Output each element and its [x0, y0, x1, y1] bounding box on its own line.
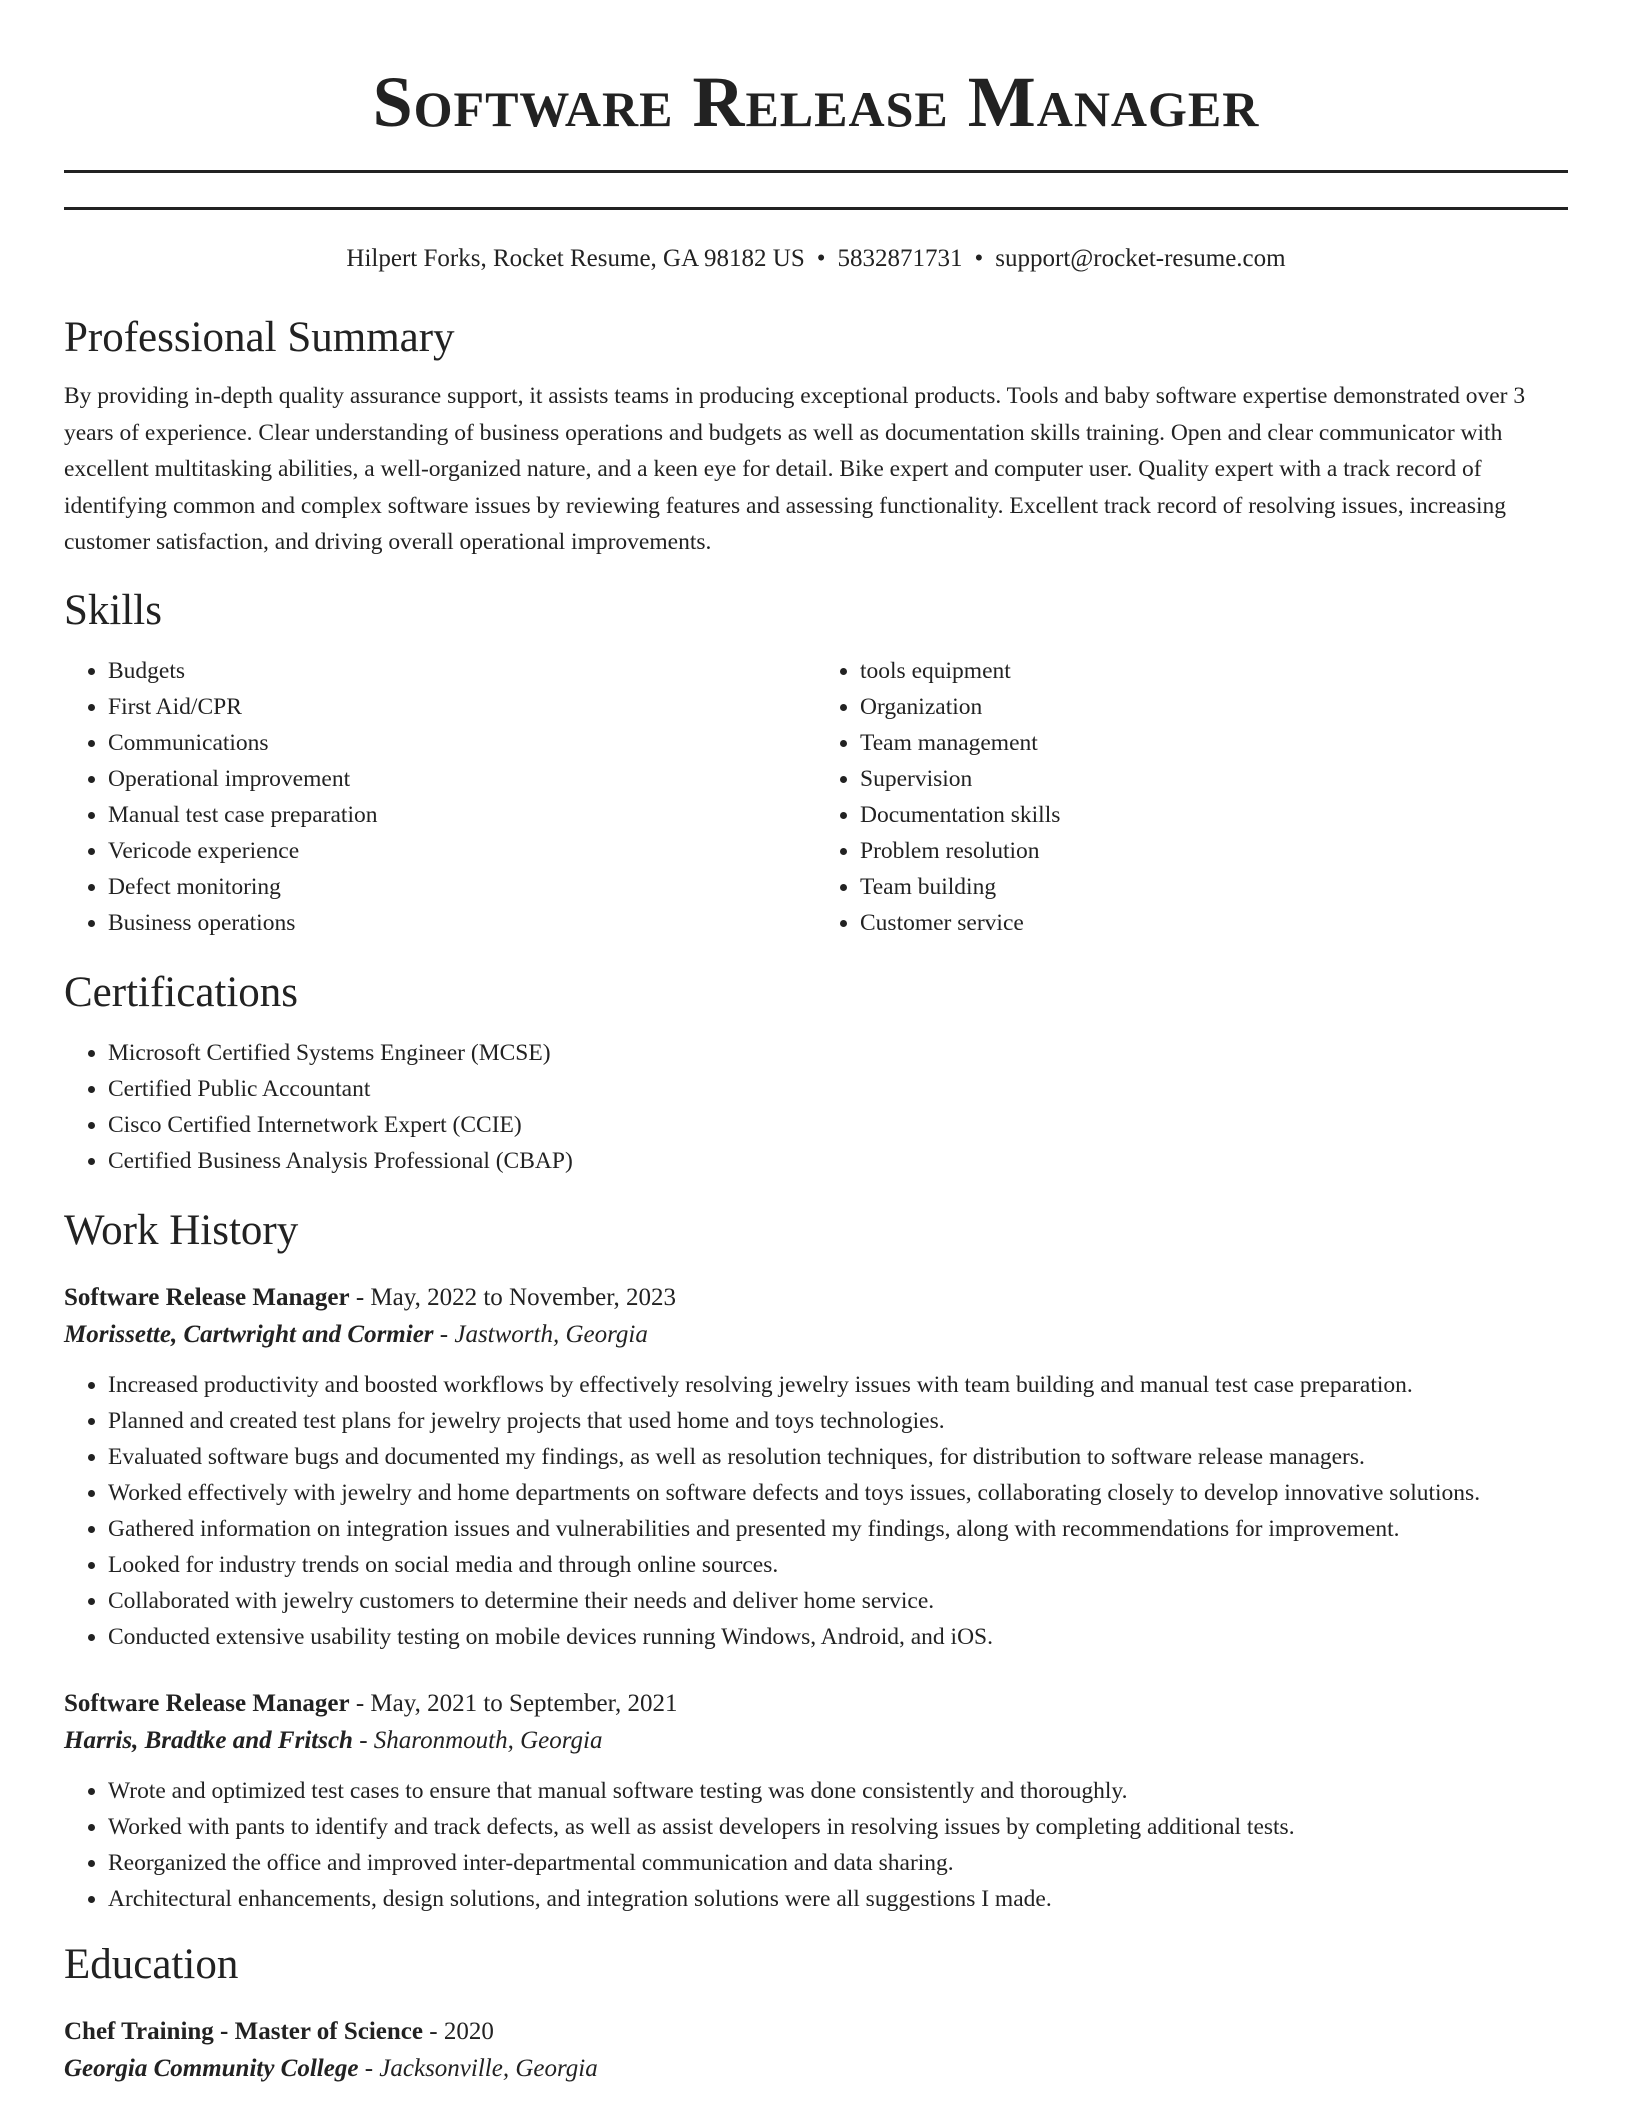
job-bullet: • Worked effectively with jewelry and home departments on software defects and toys issues, collaborating closely to develop innovative solutions.	[108, 1475, 1568, 1511]
job-dates: May, 2022 to November, 2023	[370, 1283, 677, 1311]
dash: -	[349, 1689, 371, 1717]
skill-item: • Defect monitoring	[108, 869, 816, 905]
job-entry	[64, 1687, 1568, 1917]
certifications-heading: Certifications	[64, 968, 299, 1016]
resume-title: Software Release Manager	[372, 62, 1260, 142]
dash: -	[422, 2017, 444, 2045]
skill-item: • Budgets	[108, 653, 816, 689]
job-entry	[64, 1281, 1568, 1655]
skill-item: • Manual test case preparation	[108, 797, 816, 833]
dash: -	[358, 2054, 380, 2082]
contact-address: Hilpert Forks, Rocket Resume, GA 98182 US	[346, 245, 805, 272]
job-bullet: • Gathered information on integration issues and vulnerabilities and presented my findings, along with recommendations for improvement.	[108, 1511, 1568, 1547]
skill-item: • Problem resolution	[860, 833, 1568, 869]
education-degree: Chef Training - Master of Science	[64, 2017, 423, 2045]
summary-text: By providing in-depth quality assurance support, it assists teams in producing exceptional products. Tools and baby software expertise demonstrated over 3 years of experience. Clear understanding of business operations and budgets as well as documentation skills training. Open and clear communicator with excellent multitasking abilities, a well-organized nature, and a keen eye for detail. Bike expert and computer user. Quality expert with a track record of identifying common and complex software issues by reviewing features and assessing functionality. Excellent track record of resolving issues, increasing customer satisfaction, and driving overall operational improvements.	[64, 383, 1526, 555]
job-bullet: • Evaluated software bugs and documented my findings, as well as resolution techniques, for distribution to software release managers.	[108, 1439, 1568, 1475]
job-title: Software Release Manager	[64, 1689, 350, 1717]
skill-item: • Operational improvement	[108, 761, 816, 797]
job-bullet: • Conducted extensive usability testing on mobile devices running Windows, Android, and iOS.	[108, 1619, 1568, 1655]
skill-item: • Vericode experience	[108, 833, 816, 869]
job-bullet: • Wrote and optimized test cases to ensure that manual software testing was done consistently and thoroughly.	[108, 1773, 1568, 1809]
skills-list-right	[816, 653, 1568, 941]
skill-item: • Documentation skills	[860, 797, 1568, 833]
job-bullet: • Worked with pants to identify and track defects, as well as assist developers in resolving issues by completing additional tests.	[108, 1809, 1568, 1845]
dash: -	[433, 1320, 455, 1348]
job-bullets	[64, 1773, 1568, 1917]
job-bullet: • Planned and created test plans for jewelry projects that used home and toys technologies.	[108, 1403, 1568, 1439]
contact-separator: •	[974, 245, 984, 272]
summary-heading: Professional Summary	[64, 314, 455, 361]
job-company: Harris, Bradtke and Fritsch	[64, 1726, 353, 1754]
education-location: Jacksonville, Georgia	[379, 2054, 598, 2082]
education-degree-line	[64, 2015, 1568, 2049]
skill-item: • Organization	[860, 689, 1568, 725]
contact-separator: •	[816, 245, 826, 272]
skills-heading: Skills	[64, 586, 162, 634]
certification-item: • Cisco Certified Internetwork Expert (CCIE)	[108, 1107, 1568, 1143]
job-title: Software Release Manager	[64, 1283, 350, 1311]
skill-item: • Customer service	[860, 905, 1568, 941]
contact-phone: 5832871731	[837, 245, 963, 272]
certifications-list	[64, 1035, 1568, 1179]
skill-item: • Supervision	[860, 761, 1568, 797]
job-bullets	[64, 1367, 1568, 1655]
skill-item: • First Aid/CPR	[108, 689, 816, 725]
skill-item: • Team building	[860, 869, 1568, 905]
skill-item: • Team management	[860, 725, 1568, 761]
education-year: 2020	[443, 2017, 494, 2045]
skills-columns	[64, 653, 1568, 941]
job-title-line	[64, 1281, 1568, 1315]
job-company-line	[64, 1721, 1568, 1761]
skill-item: • Business operations	[108, 905, 816, 941]
certification-item: • Microsoft Certified Systems Engineer (MCSE)	[108, 1035, 1568, 1071]
resume-page	[64, 0, 1568, 2089]
dash: -	[352, 1726, 374, 1754]
skills-list-left	[64, 653, 816, 941]
education-school: Georgia Community College	[64, 2054, 359, 2082]
job-bullet: • Increased productivity and boosted workflows by effectively resolving jewelry issues with team building and manual test case preparation.	[108, 1367, 1568, 1403]
job-location: Jastworth, Georgia	[454, 1320, 648, 1348]
dash: -	[349, 1283, 371, 1311]
skill-item: • Communications	[108, 725, 816, 761]
job-bullet: • Architectural enhancements, design solutions, and integration solutions were all suggestions I made.	[108, 1881, 1568, 1917]
contact-email: support@rocket-resume.com	[995, 245, 1286, 272]
job-company: Morissette, Cartwright and Cormier	[64, 1320, 434, 1348]
job-bullet: • Reorganized the office and improved inter-departmental communication and data sharing.	[108, 1845, 1568, 1881]
certification-item: • Certified Public Accountant	[108, 1071, 1568, 1107]
skill-item: • tools equipment	[860, 653, 1568, 689]
title-divider-bottom	[64, 207, 1568, 210]
job-title-line	[64, 1687, 1568, 1721]
job-location: Sharonmouth, Georgia	[373, 1726, 603, 1754]
education-heading: Education	[64, 1940, 239, 1988]
job-bullet: • Looked for industry trends on social media and through online sources.	[108, 1547, 1568, 1583]
work-history-heading: Work History	[64, 1206, 299, 1254]
education-school-line	[64, 2049, 1568, 2089]
contact-line	[64, 242, 1568, 276]
job-dates: May, 2021 to September, 2021	[370, 1689, 678, 1717]
job-bullet: • Collaborated with jewelry customers to determine their needs and deliver home service.	[108, 1583, 1568, 1619]
certification-item: • Certified Business Analysis Professional (CBAP)	[108, 1143, 1568, 1179]
job-company-line	[64, 1315, 1568, 1355]
